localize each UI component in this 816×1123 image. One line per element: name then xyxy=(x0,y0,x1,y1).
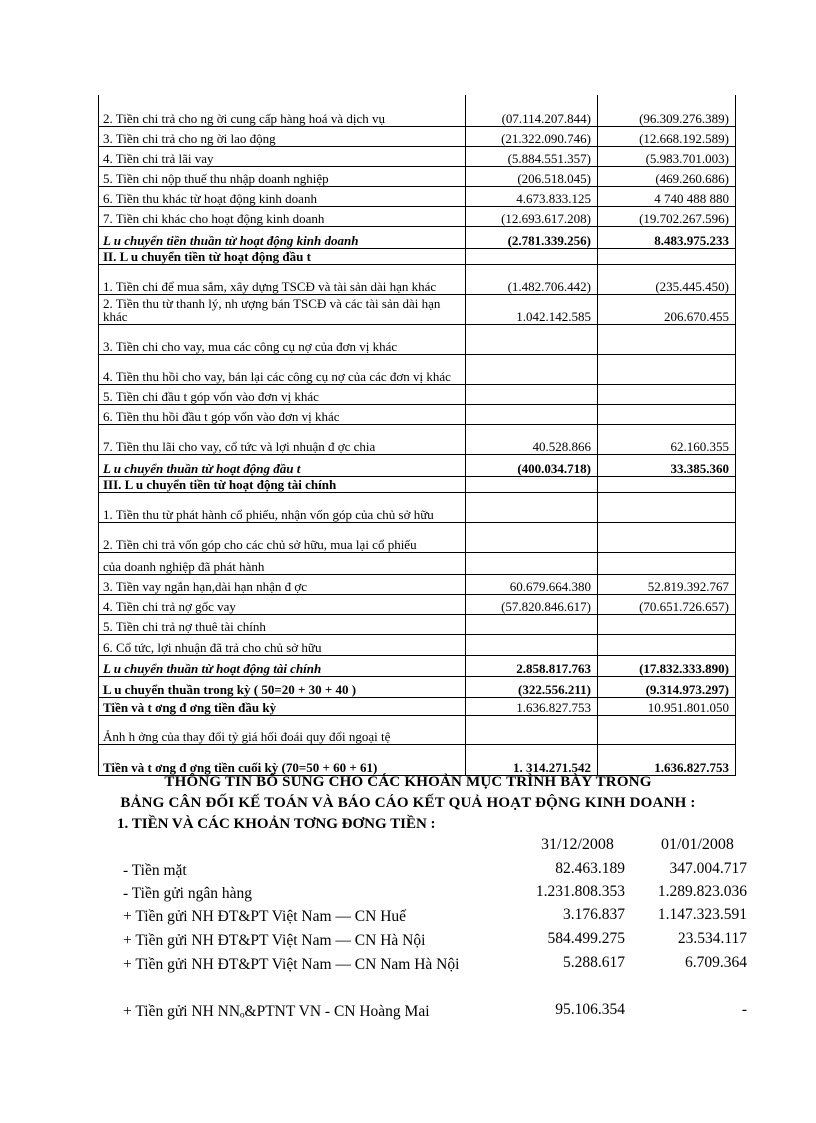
cash-row-label: + Tiền gửi NH ĐT&PT Việt Nam — CN Hà Nội xyxy=(123,932,426,949)
cashflow-row xyxy=(99,614,736,634)
cashflow-current-year: (5.884.551.357) xyxy=(466,146,598,166)
cashflow-row xyxy=(99,522,736,552)
cashflow-total-row xyxy=(99,226,736,248)
cashflow-current-year: (2.781.339.256) xyxy=(466,226,598,248)
cashflow-current-year xyxy=(466,492,598,522)
section-title-line-2: BẢNG CÂN ĐỐI KẾ TOÁN VÀ BÁO CÁO KẾT QUẢ HOẠT ĐỘNG KINH DOANH : xyxy=(120,795,696,811)
cashflow-description: 6. Tiền thu hồi đầu t góp vốn vào đơn vị khác xyxy=(99,404,466,424)
cashflow-current-year: (07.114.207.844) xyxy=(466,95,598,126)
cashflow-description: 4. Tiền thu hồi cho vay, bán lại các công cụ nợ của các đơn vị khác xyxy=(99,354,466,384)
cashflow-current-year: 4.673.833.125 xyxy=(466,186,598,206)
cashflow-current-year xyxy=(466,248,598,264)
cashflow-current-year: 60.679.664.380 xyxy=(466,574,598,594)
cashflow-current-year xyxy=(466,614,598,634)
cashflow-row xyxy=(99,424,736,454)
cashflow-description: 6. Tiền thu khác từ hoạt động kinh doanh xyxy=(99,186,466,206)
cashflow-current-year xyxy=(466,552,598,574)
cash-row-current: 1.231.808.353 xyxy=(535,883,625,900)
column-date-previous: 01/01/2008 xyxy=(661,836,734,853)
cashflow-previous-year xyxy=(598,552,736,574)
cashflow-current-year: (400.034.718) xyxy=(466,454,598,476)
cashflow-previous-year xyxy=(598,354,736,384)
cashflow-description: Tiền và t ơng đ ơng tiền cuối kỳ (70=50 + 60 + 61) xyxy=(99,744,466,775)
cash-flow-table xyxy=(98,95,736,776)
cashflow-description: L u chuyển thuần từ hoạt động đầu t xyxy=(99,454,466,476)
cash-row-previous: - xyxy=(741,1001,747,1018)
cashflow-description: 4. Tiền chi trả nợ gốc vay xyxy=(99,594,466,614)
cashflow-previous-year xyxy=(598,634,736,655)
cashflow-current-year: 1.042.142.585 xyxy=(466,294,598,324)
cashflow-description: L u chuyển tiền thuần từ hoạt động kinh doanh xyxy=(99,226,466,248)
cashflow-previous-year xyxy=(598,324,736,354)
cash-row-label: + Tiền gửi NH NNₒ&PTNT VN - CN Hoàng Mai xyxy=(123,1003,430,1020)
cashflow-previous-year: (12.668.192.589) xyxy=(598,126,736,146)
cashflow-previous-year: 4 740 488 880 xyxy=(598,186,736,206)
cashflow-row xyxy=(99,492,736,522)
cashflow-current-year: (322.556.211) xyxy=(466,676,598,697)
cashflow-previous-year: 33.385.360 xyxy=(598,454,736,476)
cashflow-row xyxy=(99,324,736,354)
cashflow-description: 1. Tiền thu từ phát hành cổ phiếu, nhận vốn góp của chủ sở hữu xyxy=(99,492,466,522)
cash-row-current: 5.288.617 xyxy=(563,954,625,971)
cashflow-previous-year: 8.483.975.233 xyxy=(598,226,736,248)
cashflow-current-year: 1.636.827.753 xyxy=(466,697,598,715)
cash-row-previous: 1.147.323.591 xyxy=(657,906,747,923)
cashflow-description: 5. Tiền chi trả nợ thuê tài chính xyxy=(99,614,466,634)
cashflow-total-row xyxy=(99,454,736,476)
cashflow-current-year: 1. 314.271.542 xyxy=(466,744,598,775)
cashflow-row xyxy=(99,146,736,166)
subsection-title: 1. TIỀN VÀ CÁC KHOẢN TƠNG ĐƠNG TIỀN : xyxy=(117,816,436,832)
cashflow-section-row xyxy=(99,476,736,492)
cashflow-current-year xyxy=(466,404,598,424)
cashflow-description: III. L u chuyển tiền từ hoạt động tài chính xyxy=(99,476,466,492)
cashflow-row xyxy=(99,206,736,226)
cash-row-previous: 23.534.117 xyxy=(677,930,747,947)
cashflow-row xyxy=(99,126,736,146)
cashflow-row xyxy=(99,186,736,206)
cash-row-label: - Tiền gửi ngân hàng xyxy=(123,885,252,902)
cashflow-row xyxy=(99,715,736,744)
cashflow-current-year xyxy=(466,634,598,655)
cash-row-current: 3.176.837 xyxy=(563,906,625,923)
cashflow-description: của doanh nghiệp đã phát hành xyxy=(99,552,466,574)
cashflow-description: 2. Tiền chi trả vốn góp cho các chủ sở hữu, mua lại cổ phiếu xyxy=(99,522,466,552)
cashflow-previous-year: (70.651.726.657) xyxy=(598,594,736,614)
cashflow-previous-year: (5.983.701.003) xyxy=(598,146,736,166)
cashflow-previous-year: 1.636.827.753 xyxy=(598,744,736,775)
cashflow-previous-year xyxy=(598,404,736,424)
cash-row-current: 95.106.354 xyxy=(555,1001,625,1018)
cashflow-description: 2. Tiền thu từ thanh lý, nh ượng bán TSCĐ và các tài sản dài hạn khác xyxy=(99,294,466,324)
cashflow-description: Tiền và t ơng đ ơng tiền đầu kỳ xyxy=(99,697,466,715)
cashflow-current-year: (12.693.617.208) xyxy=(466,206,598,226)
cashflow-row xyxy=(99,404,736,424)
cash-row-label: - Tiền mặt xyxy=(123,862,187,879)
cashflow-current-year: (21.322.090.746) xyxy=(466,126,598,146)
cashflow-current-year: 40.528.866 xyxy=(466,424,598,454)
cashflow-previous-year: (9.314.973.297) xyxy=(598,676,736,697)
cashflow-row xyxy=(99,697,736,715)
cashflow-row xyxy=(99,744,736,775)
cashflow-previous-year xyxy=(598,476,736,492)
cashflow-current-year xyxy=(466,324,598,354)
cashflow-current-year xyxy=(466,384,598,404)
cashflow-current-year: (57.820.846.617) xyxy=(466,594,598,614)
cashflow-total-row xyxy=(99,655,736,676)
cashflow-description: L u chuyển thuần trong kỳ ( 50=20 + 30 + 40 ) xyxy=(99,676,466,697)
cash-row-current: 584.499.275 xyxy=(547,930,625,947)
cashflow-row xyxy=(99,574,736,594)
cash-row-label: + Tiền gửi NH ĐT&PT Việt Nam — CN Huế xyxy=(123,908,407,925)
cashflow-current-year xyxy=(466,354,598,384)
cashflow-description: 3. Tiền chi cho vay, mua các công cụ nợ của đơn vị khác xyxy=(99,324,466,354)
cashflow-description: 6. Cổ tức, lợi nhuận đã trả cho chủ sở hữu xyxy=(99,634,466,655)
cashflow-current-year: (1.482.706.442) xyxy=(466,264,598,294)
section-title-line-1: THÔNG TIN BỔ SUNG CHO CÁC KHOẢN MỤC TRÌNH BÀY TRONG xyxy=(164,774,652,790)
cashflow-previous-year: (96.309.276.389) xyxy=(598,95,736,126)
cash-row-previous: 347.004.717 xyxy=(669,860,747,877)
cashflow-previous-year xyxy=(598,614,736,634)
cashflow-row xyxy=(99,166,736,186)
cashflow-previous-year: 10.951.801.050 xyxy=(598,697,736,715)
cashflow-row xyxy=(99,634,736,655)
cashflow-previous-year xyxy=(598,384,736,404)
cashflow-description: 3. Tiền chi trả cho ng ời lao động xyxy=(99,126,466,146)
cashflow-previous-year xyxy=(598,715,736,744)
cashflow-current-year: (206.518.045) xyxy=(466,166,598,186)
cashflow-current-year: 2.858.817.763 xyxy=(466,655,598,676)
cashflow-description: 4. Tiền chi trả lãi vay xyxy=(99,146,466,166)
cashflow-previous-year: 206.670.455 xyxy=(598,294,736,324)
cashflow-previous-year xyxy=(598,522,736,552)
cash-row-previous: 1.289.823.036 xyxy=(657,883,747,900)
cashflow-previous-year: 62.160.355 xyxy=(598,424,736,454)
cashflow-total-row xyxy=(99,676,736,697)
cashflow-row xyxy=(99,384,736,404)
cashflow-description: II. L u chuyển tiền từ hoạt động đầu t xyxy=(99,248,466,264)
cashflow-description: 2. Tiền chi trả cho ng ời cung cấp hàng hoá và dịch vụ xyxy=(99,95,466,126)
cashflow-previous-year: 52.819.392.767 xyxy=(598,574,736,594)
cashflow-current-year xyxy=(466,522,598,552)
cashflow-previous-year: (19.702.267.596) xyxy=(598,206,736,226)
cashflow-previous-year: (235.445.450) xyxy=(598,264,736,294)
cash-row-current: 82.463.189 xyxy=(555,860,625,877)
cashflow-row xyxy=(99,594,736,614)
column-date-current: 31/12/2008 xyxy=(541,836,614,853)
cash-row-previous: 6.709.364 xyxy=(685,954,747,971)
cashflow-description: L u chuyển thuần từ hoạt động tài chính xyxy=(99,655,466,676)
cashflow-current-year xyxy=(466,715,598,744)
cashflow-row xyxy=(99,264,736,294)
cashflow-previous-year xyxy=(598,492,736,522)
cashflow-description: 5. Tiền chi nộp thuế thu nhập doanh nghiệp xyxy=(99,166,466,186)
cashflow-previous-year xyxy=(598,248,736,264)
cashflow-description: 7. Tiền thu lãi cho vay, cổ tức và lợi nhuận đ ợc chia xyxy=(99,424,466,454)
cashflow-description: 7. Tiền chi khác cho hoạt động kinh doanh xyxy=(99,206,466,226)
cash-row-label: + Tiền gửi NH ĐT&PT Việt Nam — CN Nam Hà Nội xyxy=(123,956,460,973)
cashflow-row xyxy=(99,552,736,574)
cashflow-previous-year: (469.260.686) xyxy=(598,166,736,186)
cashflow-row xyxy=(99,294,736,324)
cashflow-description: 3. Tiền vay ngắn hạn,dài hạn nhận đ ợc xyxy=(99,574,466,594)
cashflow-description: 5. Tiền chi đầu t góp vốn vào đơn vị khác xyxy=(99,384,466,404)
cashflow-section-row xyxy=(99,248,736,264)
cashflow-description: 1. Tiền chi để mua sắm, xây dựng TSCĐ và tài sản dài hạn khác xyxy=(99,264,466,294)
cashflow-row xyxy=(99,95,736,126)
cashflow-previous-year: (17.832.333.890) xyxy=(598,655,736,676)
cashflow-row xyxy=(99,354,736,384)
cashflow-current-year xyxy=(466,476,598,492)
cashflow-description: Ảnh h ởng của thay đổi tỷ giá hối đoái quy đổi ngoại tệ xyxy=(99,715,466,744)
